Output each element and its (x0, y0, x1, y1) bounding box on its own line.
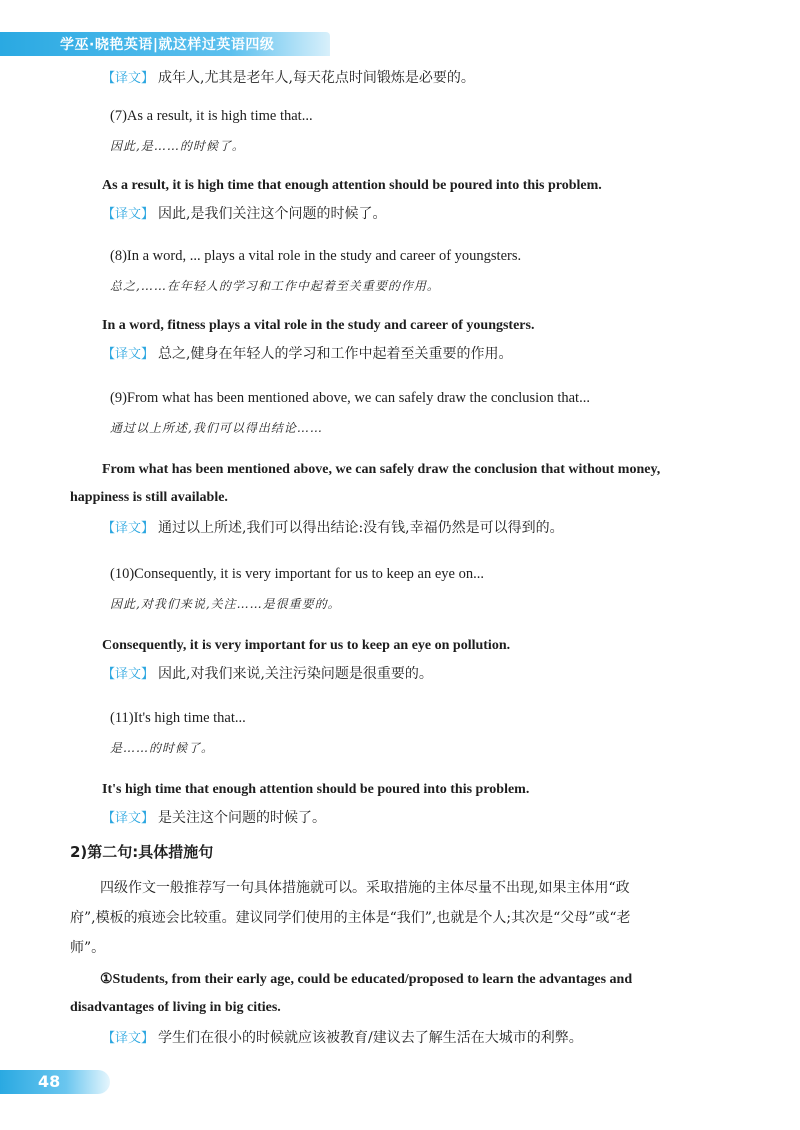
example-sentence-continued: disadvantages of living in big cities. (70, 1000, 281, 1015)
example-sentence: ①Students, from their early age, could be educated/proposed to learn the advantages and (100, 972, 633, 987)
translation-line (102, 664, 433, 685)
translation-text: 总之,健身在年轻人的学习和工作中起着至关重要的作用。 (158, 346, 513, 362)
translation-text: 因此,对我们来说,关注污染问题是很重要的。 (158, 666, 433, 682)
translation-text: 成年人,尤其是老年人,每天花点时间锻炼是必要的。 (158, 70, 475, 86)
template-chinese: 是……的时候了。 (110, 741, 215, 755)
template-chinese: 因此,对我们来说,关注……是很重要的。 (110, 597, 341, 611)
translation-text: 学生们在很小的时候就应该被教育/建议去了解生活在大城市的利弊。 (158, 1030, 583, 1046)
template-chinese: 通过以上所述,我们可以得出结论…… (110, 421, 323, 435)
example-sentence: Consequently, it is very important for us to keep an eye on pollution. (102, 638, 511, 653)
translation-tag: 【译文】 (102, 347, 155, 362)
translation-text: 通过以上所述,我们可以得出结论:没有钱,幸福仍然是可以得到的。 (158, 520, 564, 536)
header-title: 学巫·晓艳英语|就这样过英语四级 (60, 37, 275, 53)
translation-tag: 【译文】 (102, 1031, 155, 1046)
template-sentence: (7)As a result, it is high time that... (110, 108, 313, 124)
translation-tag: 【译文】 (102, 667, 155, 682)
example-sentence: In a word, fitness plays a vital role in the study and career of youngsters. (102, 318, 535, 333)
translation-tag: 【译文】 (102, 811, 155, 826)
page-number: 48 (38, 1072, 61, 1091)
translation-tag: 【译文】 (102, 521, 155, 536)
template-sentence: (9)From what has been mentioned above, we can safely draw the conclusion that... (110, 390, 590, 406)
example-sentence: From what has been mentioned above, we can safely draw the conclusion that without money, (102, 462, 661, 477)
paragraph-line: 府”,模板的痕迹会比较重。建议同学们使用的主体是“我们”,也就是个人;其次是“父母”或“老 (70, 910, 631, 926)
paragraph-line: 四级作文一般推荐写一句具体措施就可以。采取措施的主体尽量不出现,如果主体用“政 (100, 880, 630, 896)
paragraph-line: 师”。 (70, 940, 106, 956)
section-heading: 2)第二句:具体措施句 (70, 843, 214, 861)
translation-text: 是关注这个问题的时候了。 (158, 810, 327, 826)
example-sentence-continued: happiness is still available. (70, 490, 228, 505)
translation-tag: 【译文】 (102, 207, 155, 222)
example-sentence: It's high time that enough attention should be poured into this problem. (102, 782, 530, 797)
translation-line (102, 808, 326, 829)
translation-tag: 【译文】 (102, 71, 155, 86)
page-header (0, 0, 800, 60)
template-sentence: (10)Consequently, it is very important for us to keep an eye on... (110, 566, 484, 582)
template-sentence: (11)It's high time that... (110, 710, 246, 726)
template-chinese: 总之,……在年轻人的学习和工作中起着至关重要的作用。 (110, 279, 440, 293)
template-chinese: 因此,是……的时候了。 (110, 139, 245, 153)
translation-line (102, 344, 512, 365)
translation-line (102, 518, 564, 539)
example-sentence: As a result, it is high time that enough attention should be poured into this problem. (102, 178, 602, 193)
translation-line (102, 68, 475, 89)
template-sentence: (8)In a word, ... plays a vital role in the study and career of youngsters. (110, 248, 522, 264)
translation-line (102, 1028, 583, 1049)
translation-text: 因此,是我们关注这个问题的时候了。 (158, 206, 387, 222)
translation-line (102, 204, 386, 225)
